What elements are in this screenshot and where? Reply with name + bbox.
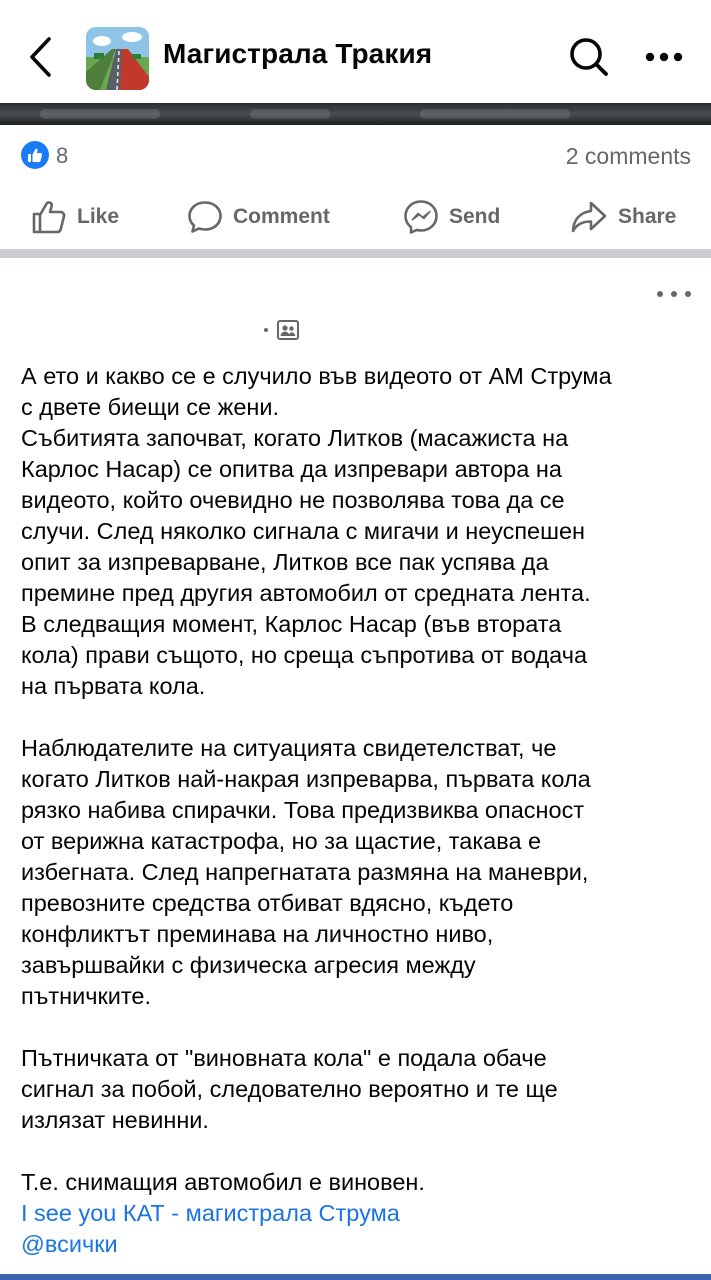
text-line: А ето и какво се е случило във видеото от АМ Струма [21, 363, 612, 389]
search-icon [568, 36, 610, 78]
text-line: с двете биещи се жени. [21, 394, 280, 420]
send-button-label: Send [449, 205, 501, 228]
like-button[interactable] [31, 190, 119, 244]
text-line: В следващия момент, Карлос Насар (във втората [21, 611, 562, 637]
like-count[interactable]: 8 [56, 143, 69, 168]
like-reaction-icon[interactable] [21, 141, 49, 169]
more-options-button[interactable] [640, 40, 688, 74]
text-line: превозните средства отбиват вдясно, където [21, 890, 514, 916]
text-line: пътничките. [21, 983, 152, 1009]
send-button[interactable] [403, 190, 500, 244]
bottom-edge-bar [0, 1274, 711, 1280]
highway-image [86, 27, 149, 90]
video-frame-detail [420, 109, 570, 119]
share-button[interactable] [570, 190, 676, 244]
text-line: опит за изпреварване, Литков все пак успява да [21, 549, 549, 575]
text-line: сигнал за побой, следователно вероятно и те ще [21, 1076, 558, 1102]
post-meta [264, 318, 300, 342]
thumbs-up-icon [31, 200, 67, 234]
text-line: Т.е. снимащия автомобил е виновен. [21, 1169, 425, 1195]
paragraph-spacer [21, 1136, 697, 1167]
text-line: на първата кола. [21, 673, 206, 699]
text-line: конфликтът преминава на личностно ниво, [21, 921, 494, 947]
dot [671, 291, 677, 297]
group-avatar[interactable] [86, 27, 149, 90]
group-title[interactable]: Магистрала Тракия [163, 38, 433, 69]
more-horizontal-icon [644, 52, 684, 62]
text-line: избегната. След напрегнатата размяна на маневри, [21, 859, 589, 885]
text-line: от верижна катастрофа, но за щастие, такава е [21, 828, 542, 854]
separator-dot [264, 328, 268, 332]
dot [685, 291, 691, 297]
video-frame-detail [40, 109, 160, 119]
post-body [21, 361, 697, 1260]
video-thumbnail[interactable] [0, 103, 711, 125]
post-paragraph-1 [21, 361, 697, 702]
text-line: Събитията започват, когато Литков (масажиста на [21, 425, 569, 451]
text-line: Пътничката от "виновната кола" е подала обаче [21, 1045, 547, 1071]
post-more-options-button[interactable] [657, 284, 691, 304]
video-frame-detail [250, 109, 330, 119]
paragraph-spacer [21, 1012, 697, 1043]
post-actions [0, 190, 711, 244]
messenger-icon [403, 199, 439, 235]
post-paragraph-3 [21, 1043, 697, 1136]
text-line: рязко набива спирачки. Това предизвиква опасност [21, 797, 585, 823]
text-line: премине пред другия автомобил от средната лента. [21, 580, 591, 606]
share-button-label: Share [618, 205, 677, 228]
text-line: кола) прави същото, но среща съпротива от водача [21, 642, 588, 668]
comment-button-label: Comment [233, 205, 330, 228]
group-members-icon[interactable] [276, 319, 300, 341]
chevron-left-icon [27, 36, 53, 78]
search-button[interactable] [566, 34, 612, 80]
top-navigation-bar [0, 0, 711, 103]
share-arrow-icon [570, 200, 608, 234]
post-paragraph-4 [21, 1167, 697, 1260]
text-line: завършвайки с физическа агресия между [21, 952, 476, 978]
text-line: когато Литков най-накрая изпреварва, първата кола [21, 766, 591, 792]
text-line: случи. След няколко сигнала с мигачи и неуспешен [21, 518, 586, 544]
text-line: Карлос Насар) се опитва да изпревари автора на [21, 456, 562, 482]
like-button-label: Like [77, 205, 120, 228]
paragraph-spacer [21, 702, 697, 733]
comments-count[interactable]: 2 comments [565, 143, 691, 169]
thumbs-up-icon [27, 147, 43, 163]
text-line: видеото, който очевидно не позволява това да се [21, 487, 565, 513]
text-line: Наблюдателите на ситуацията свидетелстват, че [21, 735, 557, 761]
back-button[interactable] [22, 34, 58, 80]
text-line: излязат невинни. [21, 1107, 209, 1133]
post-link[interactable]: I see you КАТ - магистрала Струма [21, 1200, 400, 1226]
comment-bubble-icon [187, 200, 223, 234]
dot [657, 291, 663, 297]
mention-link[interactable]: @всички [21, 1231, 118, 1257]
comment-button[interactable] [187, 190, 330, 244]
post-paragraph-2 [21, 733, 697, 1012]
reactions-summary [0, 135, 711, 177]
section-divider [0, 249, 711, 258]
